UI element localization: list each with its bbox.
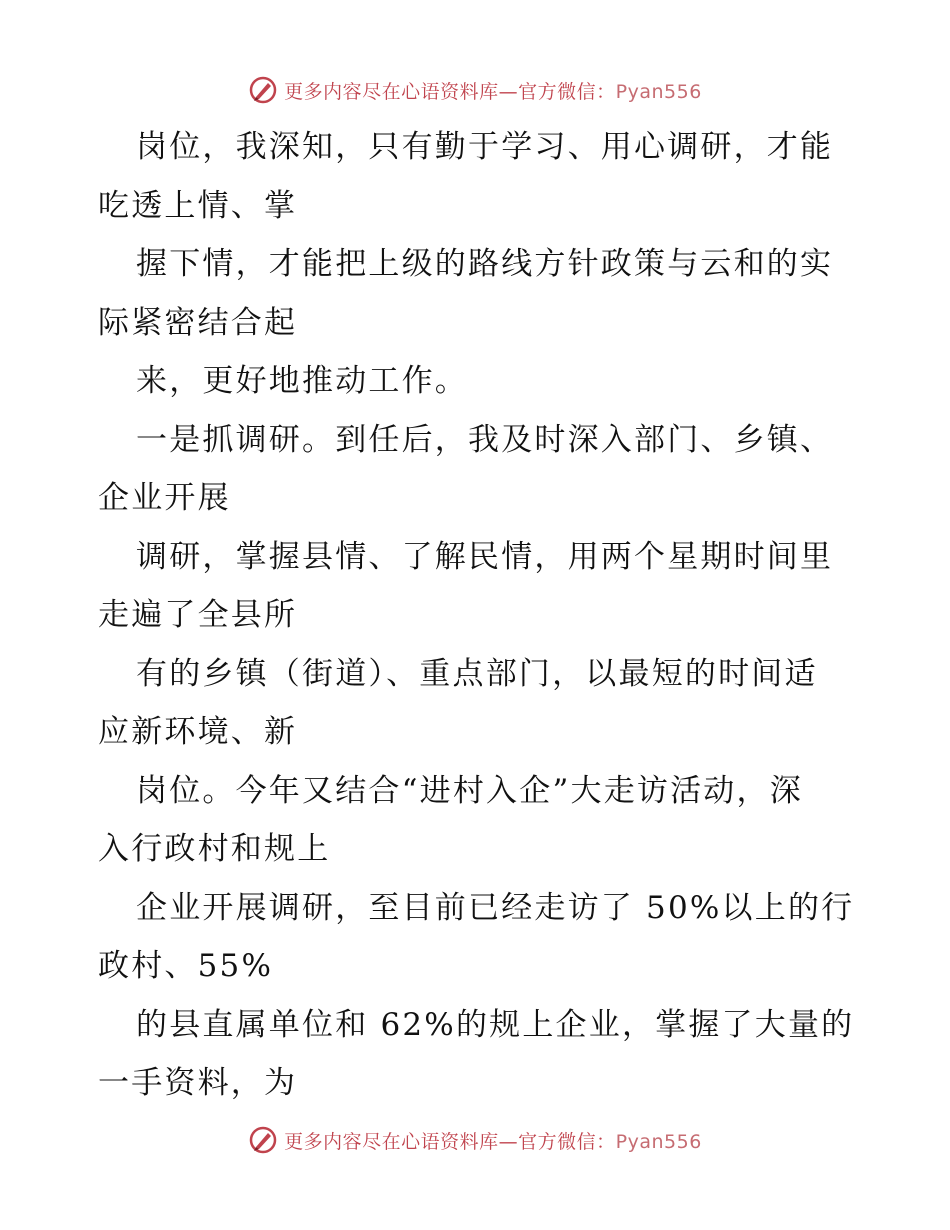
paragraph [98,235,858,352]
paragraph-line: 一是抓调研。到任后，我及时深入部门、乡镇、 [136,421,834,458]
paragraph-line: 岗位。今年又结合“进村入企”大走访活动，深 [136,772,803,809]
footer-banner [0,1120,950,1160]
paragraph-line: 调研，掌握县情、了解民情，用两个星期时间里 [136,538,834,575]
paragraph-line: 政村、55% [98,948,274,984]
wechat-id: Pyan556 [615,1130,702,1153]
paragraph [98,996,858,1113]
banner-text [284,77,702,104]
paragraph [98,879,858,996]
banner-label: 更多内容尽在心语资料库—官方微信： [284,1130,616,1153]
paragraph-line: 际紧密结合起 [98,304,298,341]
banner-text [284,1127,702,1154]
paragraph-line: 吃透上情、掌 [98,187,298,224]
wechat-id: Pyan556 [615,80,702,103]
paragraph-line: 企业开展 [98,480,231,516]
paragraph [98,118,858,235]
banner-label: 更多内容尽在心语资料库—官方微信： [284,80,616,103]
pen-logo-icon [248,75,278,105]
paragraph-line: 应新环境、新 [98,714,298,750]
pen-logo-icon [248,1125,278,1155]
paragraph [98,645,858,762]
paragraph-line: 来，更好地推动工作。 [136,363,468,399]
paragraph [98,352,858,411]
paragraph-line: 入行政村和规上 [98,831,331,867]
paragraph-line: 握下情，才能把上级的路线方针政策与云和的实 [136,246,834,282]
paragraph-line: 的县直属单位和 62%的规上企业，掌握了大量的 [136,1006,855,1043]
document-body [98,118,858,1113]
paragraph-line: 走遍了全县所 [98,597,298,633]
paragraph [98,528,858,645]
header-banner [0,70,950,110]
paragraph-line: 一手资料，为 [98,1065,298,1101]
paragraph-line: 有的乡镇（街道）、重点部门，以最短的时间适 [136,655,818,692]
paragraph [98,411,858,528]
paragraph [98,762,858,879]
paragraph-line: 岗位，我深知，只有勤于学习、用心调研，才能 [136,129,834,165]
paragraph-line: 企业开展调研，至目前已经走访了 50%以上的行 [136,889,855,926]
